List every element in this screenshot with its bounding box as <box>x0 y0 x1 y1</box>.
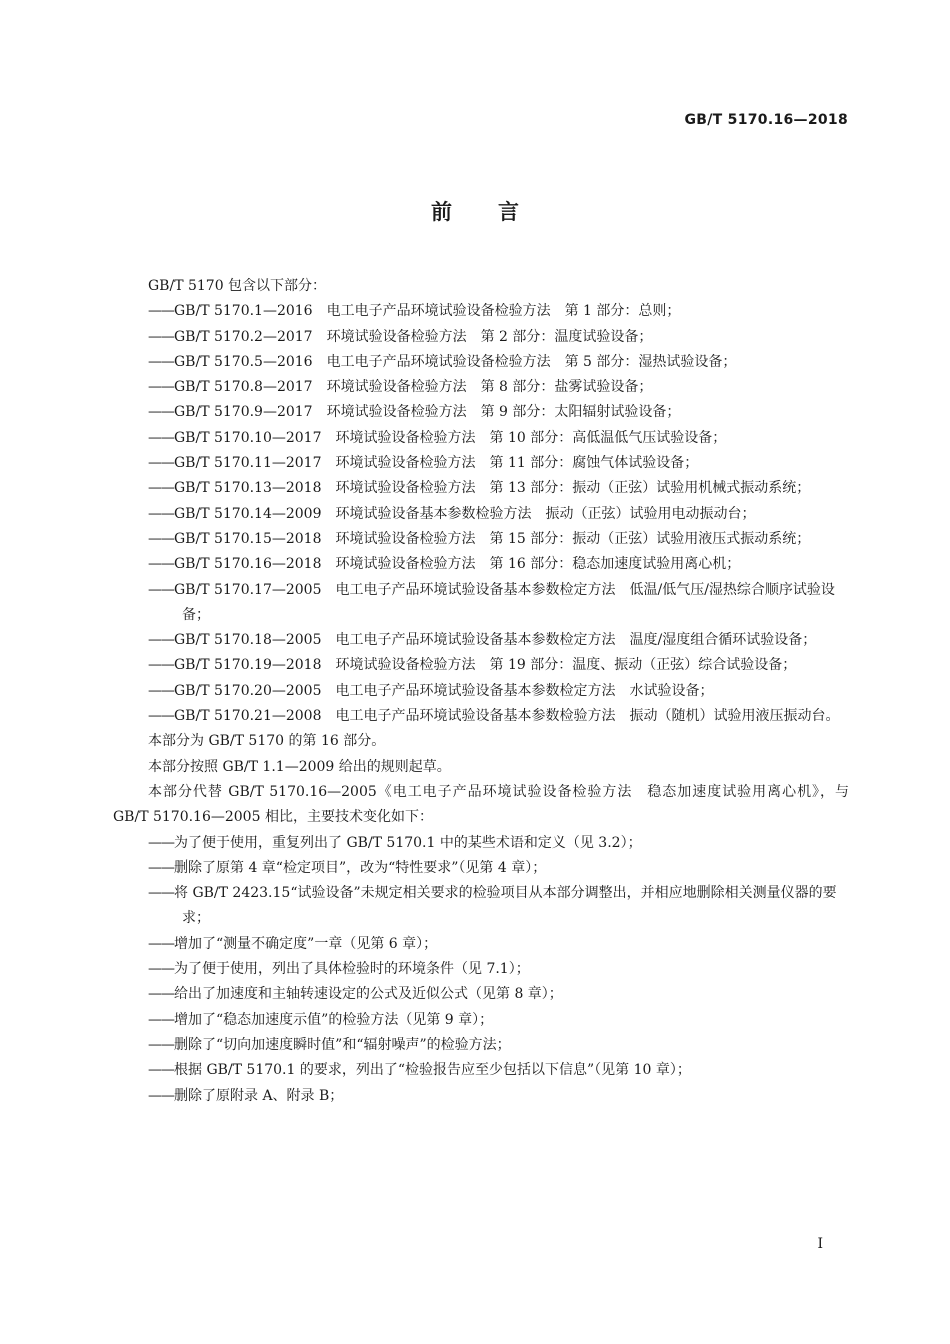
part-text: GB/T 5170.16—2018 环境试验设备检验方法 第 16 部分：稳态加速度试验用离心机； <box>174 556 741 573</box>
list-item <box>113 1058 849 1083</box>
list-item <box>113 552 849 577</box>
list-dash: —— <box>148 1011 174 1028</box>
list-dash: —— <box>148 935 174 952</box>
list-dash: —— <box>148 429 174 446</box>
list-dash: —— <box>148 657 174 674</box>
list-item <box>113 1033 849 1058</box>
part-text: GB/T 5170.2—2017 环境试验设备检验方法 第 2 部分：温度试验设备； <box>174 328 653 345</box>
list-item <box>113 831 849 856</box>
part-text: GB/T 5170.15—2018 环境试验设备检验方法 第 15 部分：振动（正弦）试验用液压式振动系统； <box>174 530 811 547</box>
list-dash: —— <box>148 379 174 396</box>
intro-paragraph: GB/T 5170 包含以下部分： <box>148 278 327 294</box>
list-item <box>113 932 849 957</box>
list-item <box>113 704 849 729</box>
part-text: GB/T 5170.5—2016 电工电子产品环境试验设备检验方法 第 5 部分：湿热试验设备； <box>174 353 737 370</box>
list-item <box>113 679 849 704</box>
part-text: GB/T 5170.14—2009 环境试验设备基本参数检验方法 振动（正弦）试验用电动振动台； <box>174 505 756 522</box>
list-item <box>113 1084 849 1109</box>
list-dash: —— <box>148 834 174 851</box>
list-dash: —— <box>148 328 174 345</box>
part-text: GB/T 5170.19—2018 环境试验设备检验方法 第 19 部分：温度、振动（正弦）综合试验设备； <box>174 657 797 674</box>
change-text: 根据 GB/T 5170.1 的要求，列出了“检验报告应至少包括以下信息”（见第 10 章）； <box>174 1062 691 1079</box>
part-text: GB/T 5170.10—2017 环境试验设备检验方法 第 10 部分：高低温低气压试验设备； <box>174 429 727 446</box>
part-text: GB/T 5170.1—2016 电工电子产品环境试验设备检验方法 第 1 部分：总则； <box>174 303 681 320</box>
change-text: 为了便于使用，重复列出了 GB/T 5170.1 中的某些术语和定义（见 3.2）； <box>174 834 642 851</box>
list-item <box>113 881 849 932</box>
part-text: GB/T 5170.17—2005 电工电子产品环境试验设备基本参数检定方法 低温/低气压/湿热综合顺序试验设备； <box>174 581 835 623</box>
list-dash: —— <box>148 1036 174 1053</box>
list-dash: —— <box>148 404 174 421</box>
page-number: I <box>817 1236 823 1252</box>
list-dash: —— <box>148 455 174 472</box>
change-text: 将 GB/T 2423.15“试验设备”未规定相关要求的检验项目从本部分调整出，并相应地删除相关测量仪器的要求； <box>174 885 837 927</box>
list-item <box>113 653 849 678</box>
list-item <box>113 957 849 982</box>
part-text: GB/T 5170.18—2005 电工电子产品环境试验设备基本参数检定方法 温度/湿度组合循环试验设备； <box>174 632 817 649</box>
list-dash: —— <box>148 530 174 547</box>
part-text: GB/T 5170.21—2008 电工电子产品环境试验设备基本参数检验方法 振动（随机）试验用液压振动台。 <box>174 708 840 725</box>
list-dash: —— <box>148 885 174 902</box>
change-text: 为了便于使用，列出了具体检验时的环境条件（见 7.1）； <box>174 961 530 978</box>
list-dash: —— <box>148 353 174 370</box>
list-dash: —— <box>148 986 174 1003</box>
part-text: GB/T 5170.20—2005 电工电子产品环境试验设备基本参数检定方法 水试验设备； <box>174 682 714 699</box>
change-text: 给出了加速度和主轴转速设定的公式及近似公式（见第 8 章）； <box>174 986 563 1003</box>
part-text: GB/T 5170.8—2017 环境试验设备检验方法 第 8 部分：盐雾试验设备； <box>174 379 653 396</box>
list-item <box>113 628 849 653</box>
list-item <box>113 502 849 527</box>
change-text: 增加了“稳态加速度示值”的检验方法（见第 9 章）； <box>174 1011 494 1028</box>
list-item <box>113 400 849 425</box>
list-dash: —— <box>148 632 174 649</box>
list-dash: —— <box>148 581 174 598</box>
list-item <box>113 476 849 501</box>
part-text: GB/T 5170.11—2017 环境试验设备检验方法 第 11 部分：腐蚀气体试验设备； <box>174 455 699 472</box>
list-dash: —— <box>148 682 174 699</box>
list-item <box>113 982 849 1007</box>
change-text: 增加了“测量不确定度”一章（见第 6 章）； <box>174 935 438 952</box>
list-item <box>113 299 849 324</box>
list-dash: —— <box>148 1062 174 1079</box>
list-item <box>113 1008 849 1033</box>
list-item <box>113 451 849 476</box>
part-text: GB/T 5170.13—2018 环境试验设备检验方法 第 13 部分：振动（正弦）试验用机械式振动系统； <box>174 480 811 497</box>
change-text: 删除了“切向加速度瞬时值”和“辐射噪声”的检验方法； <box>174 1036 511 1053</box>
page-title: 前言 <box>431 200 565 224</box>
list-dash: —— <box>148 708 174 725</box>
list-item <box>113 578 849 629</box>
drafting-paragraph: 本部分按照 GB/T 1.1—2009 给出的规则起草。 <box>148 758 451 775</box>
foreword-body <box>113 274 849 1109</box>
parts-list <box>113 299 849 729</box>
standard-code: GB/T 5170.16—2018 <box>684 112 848 128</box>
change-text: 删除了原附录 A、附录 B； <box>174 1087 344 1104</box>
list-item <box>113 375 849 400</box>
replacement-paragraph: 本部分代替 GB/T 5170.16—2005《电工电子产品环境试验设备检验方法 稳态加速度试验用离心机》，与 GB/T 5170.16—2005 相比，主要技术变化如下： <box>113 783 849 826</box>
list-dash: —— <box>148 480 174 497</box>
part-number-paragraph: 本部分为 GB/T 5170 的第 16 部分。 <box>148 733 386 750</box>
list-item <box>113 856 849 881</box>
list-dash: —— <box>148 505 174 522</box>
list-item <box>113 350 849 375</box>
part-text: GB/T 5170.9—2017 环境试验设备检验方法 第 9 部分：太阳辐射试验设备； <box>174 404 681 421</box>
list-dash: —— <box>148 303 174 320</box>
list-dash: —— <box>148 961 174 978</box>
change-text: 删除了原第 4 章“检定项目”，改为“特性要求”（见第 4 章）； <box>174 859 547 876</box>
list-dash: —— <box>148 1087 174 1104</box>
list-dash: —— <box>148 556 174 573</box>
list-dash: —— <box>148 859 174 876</box>
changes-list <box>113 831 849 1109</box>
list-item <box>113 527 849 552</box>
list-item <box>113 426 849 451</box>
list-item <box>113 325 849 350</box>
